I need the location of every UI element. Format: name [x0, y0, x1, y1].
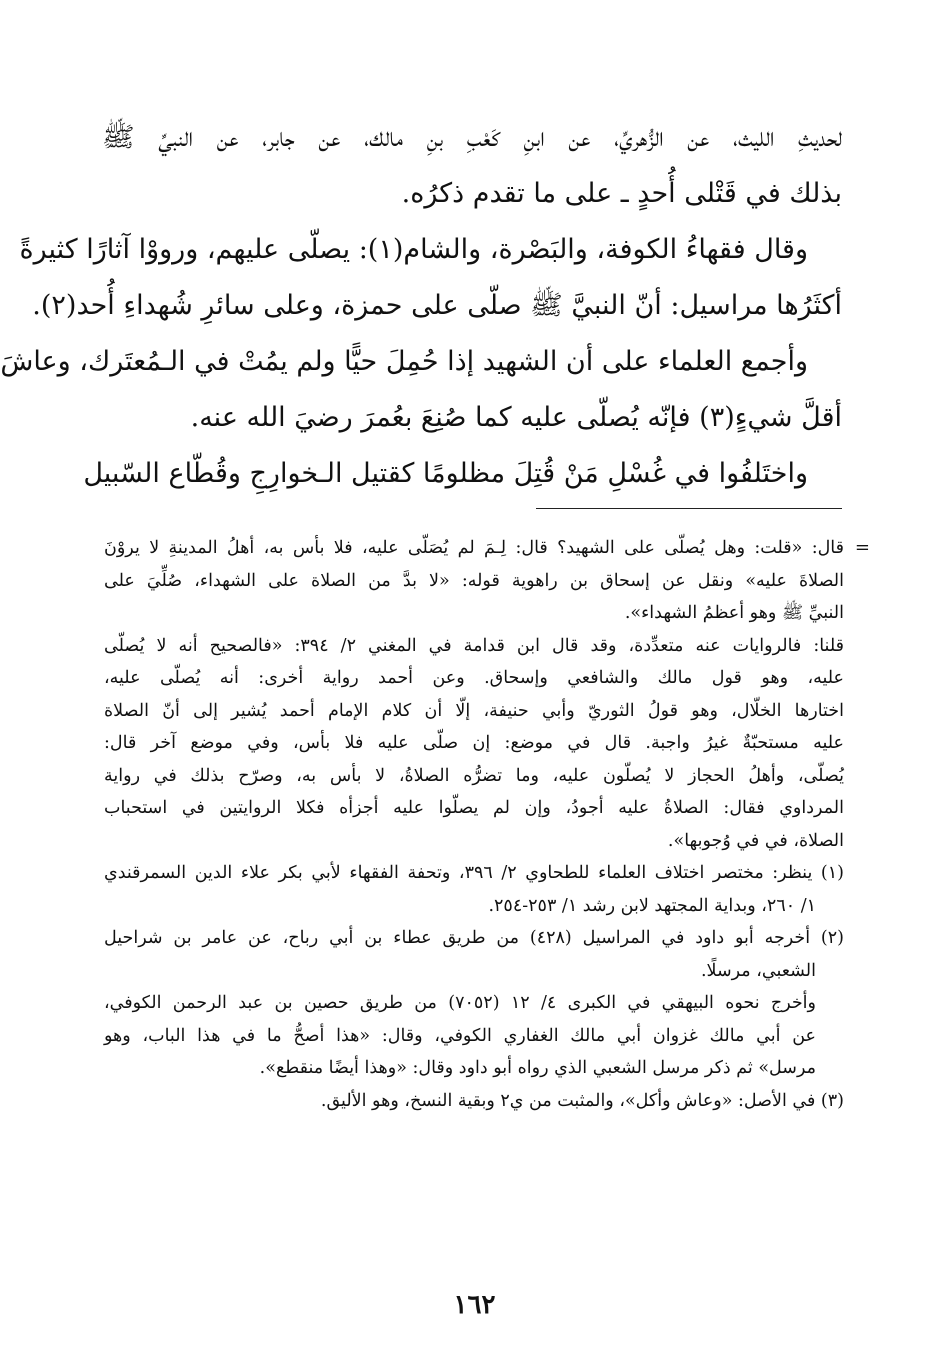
main-line-2: بذلك في قَتْلى أُحدٍ ـ على ما تقدم ذكرُه. — [401, 178, 842, 209]
main-line-7: واختَلفُوا في غُسْلِ مَنْ قُتِلَ مظلومًا كقتيل الـخوارِجِ وقُطّاع السّبيل — [83, 458, 808, 489]
footnote-line-5: عليه، وهو قول مالك والشافعي وإسحاق. وعن أحمد رواية أخرى: أنه يُصلّى عليه، — [104, 668, 844, 688]
footnote-line-4: قلنا: فالروايات عنه متعدِّدة، وقد قال ابن قدامة في المغني ٢/ ٣٩٤: «فالصحيح أنه لا يُصلّى — [104, 635, 844, 656]
footnote-2-line-2: الشعبي، مرسلًا. — [700, 960, 816, 981]
footnote-line-3: النبيِّ ﷺ وهو أعظمُ الشهداء». — [624, 603, 844, 623]
footnote-line-8: يُصلّى، وأهلُ الحجاز لا يُصلّون عليه، وما تضرُّه الصلاةُ، لا بأس به، وصرّح بذلك في رواية — [104, 765, 844, 786]
footnotes — [104, 532, 870, 1117]
footnote-line-6: اختارها الخلّال، وهو قولُ الثوريّ وأبي حنيفة، إلّا أن كلام الإمام أحمد يُشير إلى أنّ الصلاة — [104, 700, 844, 721]
footnote-line-7: عليه مستحبّةٌ غيرُ واجبة. قال في موضع: إن صلّى عليه فلا بأس، وفي موضع آخر قال: — [104, 733, 844, 753]
footnote-separator — [536, 508, 842, 509]
footnote-2-line-3: وأخرج نحوه البيهقي في الكبرى ٤/ ١٢ (٧٠٥٢) من طريق حصين بن عبد الرحمن الكوفي، — [104, 993, 816, 1013]
continuation-mark: = — [854, 537, 870, 558]
footnote-2-line-5: مرسل» ثم ذكر مرسل الشعبي الذي رواه أبو داود وقال: «وهذا أيضًا منقطع». — [259, 1058, 816, 1078]
main-line-6: أقلَّ شيءٍ(٣) فإنّه يُصلّى عليه كما صُنِعَ بعُمرَ رضيَ الله عنه. — [190, 402, 842, 433]
footnote-line-1-text: قال: «قلت: وهل يُصلّى على الشهيد؟ قال: لِـمَ لم يُصَلّى عليه، فلا بأس به، أهلُ المدينةِ لا يروْنَ — [104, 538, 844, 558]
footnote-line-2: الصلاةَ عليه» ونقل عن إسحاق بن راهوية قوله: «لا بدَّ من الصلاة على الشهداء، صُلِّيَ على — [104, 570, 844, 591]
main-line-5: وأجمع العلماء على أن الشهيد إذا حُمِلَ حيًّا ولم يمُتْ في الـمُعتَرك، وعاشَ — [0, 346, 808, 377]
page-number: ١٦٢ — [453, 1290, 496, 1320]
footnote-2-line-4: عن أبي مالك غزوان أبي مالك الغفاري الكوفي، وقال: «هذا أصحُّ ما في هذا الباب، وهو — [104, 1025, 816, 1046]
footnote-line-9: المرداوي فقال: الصلاةُ عليه أجودُ، وإن لم يصلّوا عليه أجزأه فكلا الروايتين في استحباب — [104, 798, 844, 818]
footnote-3-line-1: (٣) في الأصل: «وعاش وأكل»، والمثبت من ي٢ وبقية النسخ، وهو الأليق. — [320, 1090, 844, 1111]
main-line-1: لحديثِ الليث، عن الزُّهريِّ، عن ابنِ كَعْبِ بنِ مالك، عن جابر، عن النبيِّ ﷺ — [102, 122, 842, 153]
book-page — [1, 0, 948, 1372]
footnote-2-line-1: (٢) أخرجه أبو داود في المراسيل (٤٢٨) من طريق عطاء بن أبي رباح، عن عامر بن شراحيل — [104, 928, 844, 948]
footnote-line-10: الصلاة، في في وُجوبها». — [667, 830, 844, 851]
main-text — [0, 110, 842, 502]
footnote-1-line-2: ١/ ٢٦٠، وبداية المجتهد لابن رشد ١/ ٢٥٣-٢٥٤. — [488, 895, 816, 916]
main-line-4: أكثَرُها مراسيل: أنّ النبيَّ ﷺ صلّى على حمزة، وعلى سائرِ شُهداءِ أُحد(٢). — [32, 290, 842, 321]
footnote-line-1 — [104, 532, 870, 565]
footnote-1-line-1: (١) ينظر: مختصر اختلاف العلماء للطحاوي ٢/ ٣٩٦، وتحفة الفقهاء لأبي بكر علاء الدين السمرقندي — [104, 863, 844, 883]
main-line-3: وقال فقهاءُ الكوفة، والبَصْرة، والشام(١): يصلّى عليهم، ورووْا آثارًا كثيرةً — [19, 234, 808, 265]
